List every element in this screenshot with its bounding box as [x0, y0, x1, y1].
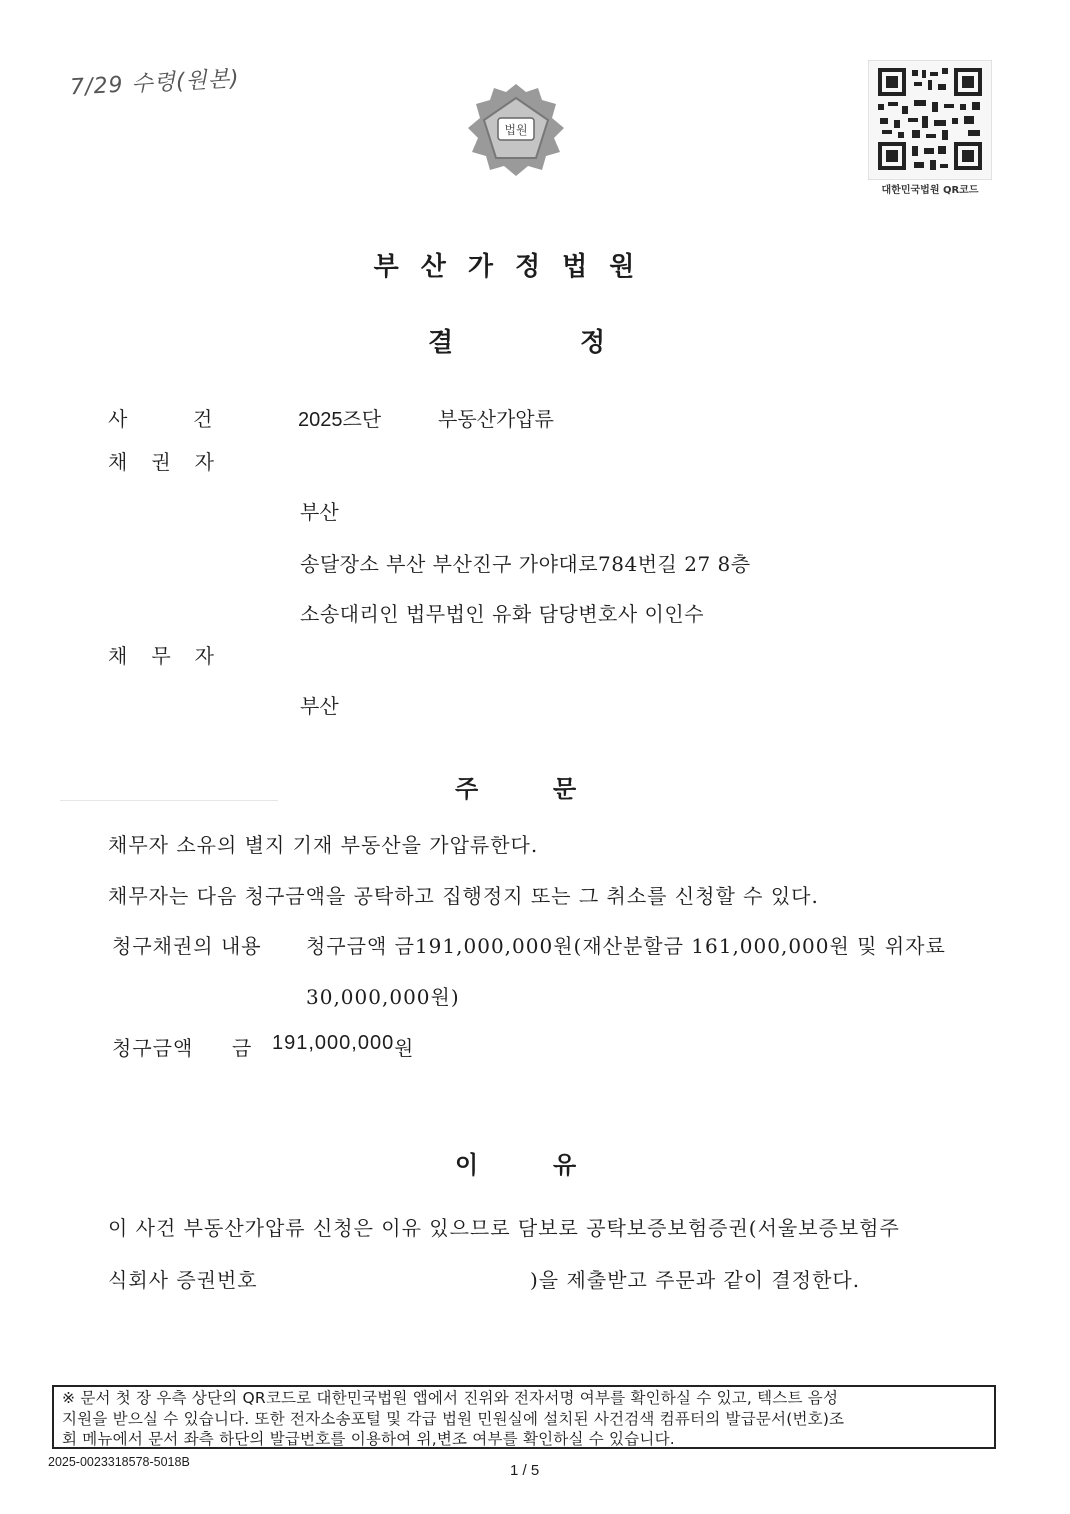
- debtor-label: 채무자: [108, 644, 238, 668]
- amount-label: 청구금액: [112, 1036, 194, 1060]
- amount-unit: 원: [394, 1036, 415, 1060]
- case-label-2: 건: [193, 407, 213, 431]
- reason-heading-char-2: 유: [553, 1150, 577, 1179]
- case-label-1: 사: [108, 407, 128, 431]
- creditor-service-place: 송달장소 부산 부산진구 가야대로784번길 27 8층: [300, 552, 751, 576]
- verification-notice-box: [52, 1385, 996, 1449]
- amount-value: 191,000,000: [272, 1032, 395, 1054]
- issue-number: 2025-0023318578-5018B: [48, 1455, 190, 1469]
- doc-type-char-1: 결: [428, 328, 454, 358]
- court-name: 부산가정법원: [373, 252, 657, 282]
- debtor-address: 부산: [300, 694, 339, 718]
- divider: [60, 800, 278, 801]
- reason-line-2-start: 식회사 증권번호: [108, 1268, 258, 1292]
- seal-text: 법원: [504, 123, 528, 137]
- amount-prefix: 금: [232, 1036, 253, 1060]
- reason-line-2-end: )을 제출받고 주문과 같이 결정한다.: [530, 1268, 861, 1292]
- creditor-representative: 소송대리인 법무법인 유화 담당변호사 이인수: [300, 602, 705, 626]
- order-heading-char-1: 주: [455, 774, 479, 803]
- creditor-label: 채권자: [108, 450, 238, 474]
- order-line-2: 채무자는 다음 청구금액을 공탁하고 집행정지 또는 그 취소를 신청할 수 있다.: [108, 884, 819, 908]
- reason-line-1: 이 사건 부동산가압류 신청은 이유 있으므로 담보로 공탁보증보험증권(서울보증보험주: [108, 1216, 900, 1240]
- notice-line-1: ※ 문서 첫 장 우측 상단의 QR코드로 대한민국법원 앱에서 진위와 전자서명 여부를 확인하실 수 있고, 텍스트 음성: [62, 1389, 839, 1407]
- notice-line-3: 회 메뉴에서 문서 좌측 하단의 발급번호를 이용하여 위,변조 여부를 확인하실 수 있습니다.: [62, 1430, 675, 1448]
- qr-code[interactable]: [868, 60, 992, 180]
- court-seal-emblem: [466, 82, 566, 178]
- claim-value-line-1: 청구금액 금191,000,000원(재산분할금 161,000,000원 및 위자료: [306, 934, 946, 958]
- notice-line-2: 지원을 받으실 수 있습니다. 또한 전자소송포털 및 각급 법원 민원실에 설치된 사건검색 컴퓨터의 발급문서(번호)조: [62, 1409, 845, 1428]
- handwritten-receipt-note: 7/29 수령(원본): [69, 66, 241, 101]
- creditor-address: 부산: [300, 500, 339, 524]
- claim-label: 청구채권의 내용: [112, 934, 262, 958]
- claim-value-line-2: 30,000,000원): [306, 985, 460, 1009]
- order-heading-char-2: 문: [553, 774, 577, 803]
- doc-type-char-2: 정: [580, 328, 606, 358]
- order-line-1: 채무자 소유의 별지 기재 부동산을 가압류한다.: [108, 833, 539, 857]
- qr-caption: 대한민국법원 QR코드: [881, 185, 979, 196]
- page-number: 1 / 5: [510, 1462, 540, 1479]
- case-title: 부동산가압류: [438, 407, 554, 431]
- reason-heading-char-1: 이: [455, 1150, 479, 1179]
- case-number: 2025즈단: [298, 409, 382, 431]
